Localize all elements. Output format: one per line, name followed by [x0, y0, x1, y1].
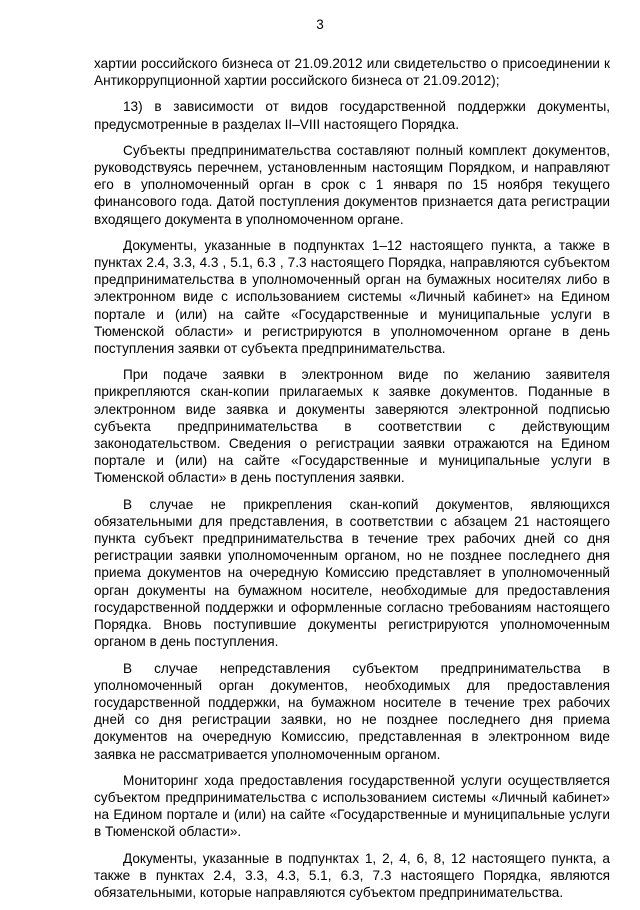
- paragraph-missing-scans: В случае не прикрепления скан-копий документов, являющихся обязательными для представления, в соответствии с абзацем 21 настоящего пункта субъект предпринимательства в течение трех рабочих дней со дня регистрации заявки уполномоченным органом, но не позднее последнего дня приема документов на очередную Комиссию представляет в уполномоченный орган документы на бумажном носителе, необходимые для предоставления государственной поддержки и оформленные согласно требованиям настоящего Порядка. Вновь поступившие документы регистрируются уполномоченным органом в день поступления.: [94, 496, 610, 650]
- paragraph-continuation: хартии российского бизнеса от 21.09.2012 или свидетельство о присоединении к Антикоррупционной хартии российского бизнеса от 21.09.2012);: [94, 56, 610, 89]
- paragraph-monitoring: Мониторинг хода предоставления государственной услуги осуществляется субъектом предпринимательства с использованием системы «Личный кабинет» на Едином портале и (или) на сайте «Государственные и муниципальные услуги в Тюменской области».: [94, 772, 610, 840]
- paragraph-mandatory-documents: Документы, указанные в подпунктах 1, 2, 4, 6, 8, 12 настоящего пункта, а также в пунктах 2.4, 3.3, 4.3, 5.1, 6.3, 7.3 настоящего Порядка, являются обязательными, которые направляются субъектом предпринимательства.: [94, 850, 610, 900]
- document-body: [94, 55, 610, 910]
- paragraph-document-delivery: Документы, указанные в подпунктах 1–12 настоящего пункта, а также в пунктах 2.4, 3.3, 4.3 , 5.1, 6.3 , 7.3 настоящего Порядка, направляются субъектом предпринимательства в уполномоченный орган на бумажных носителях либо в электронном виде с использованием системы «Личный кабинет» на Едином портале и (или) на сайте «Государственные и муниципальные услуги в Тюменской области» и регистрируются в уполномоченном органе в день поступления заявки от субъекта предпринимательства.: [94, 237, 610, 357]
- page-number: 3: [316, 17, 324, 32]
- paragraph-item-13: 13) в зависимости от видов государственной поддержки документы, предусмотренные в разделах II–VIII настоящего Порядка.: [94, 99, 610, 132]
- paragraph-non-submission: В случае непредставления субъектом предпринимательства в уполномоченный орган документов, необходимых для предоставления государственной поддержки, на бумажном носителе в течение трех рабочих дней со дня регистрации заявки, но не позднее последнего дня приема документов на очередную Комиссию, представленная в электронном виде заявка не рассматривается уполномоченным органом.: [94, 660, 610, 762]
- paragraph-submission-deadline: Субъекты предпринимательства составляют полный комплект документов, руководствуясь перечнем, установленным настоящим Порядком, и направляют его в уполномоченный орган в срок с 1 января по 15 ноября текущего финансового года. Датой поступления документов признается дата регистрации входящего документа в уполномоченном органе.: [94, 142, 610, 227]
- paragraph-electronic-submission: При подаче заявки в электронном виде по желанию заявителя прикрепляются скан-копии прилагаемых к заявке документов. Поданные в электронном виде заявка и документы заверяются электронной подписью субъекта предпринимательства в соответствии с действующим законодательством. Сведения о регистрации заявки отражаются на Едином портале и (или) на сайте «Государственные и муниципальные услуги в Тюменской области» в день поступления заявки.: [94, 367, 610, 486]
